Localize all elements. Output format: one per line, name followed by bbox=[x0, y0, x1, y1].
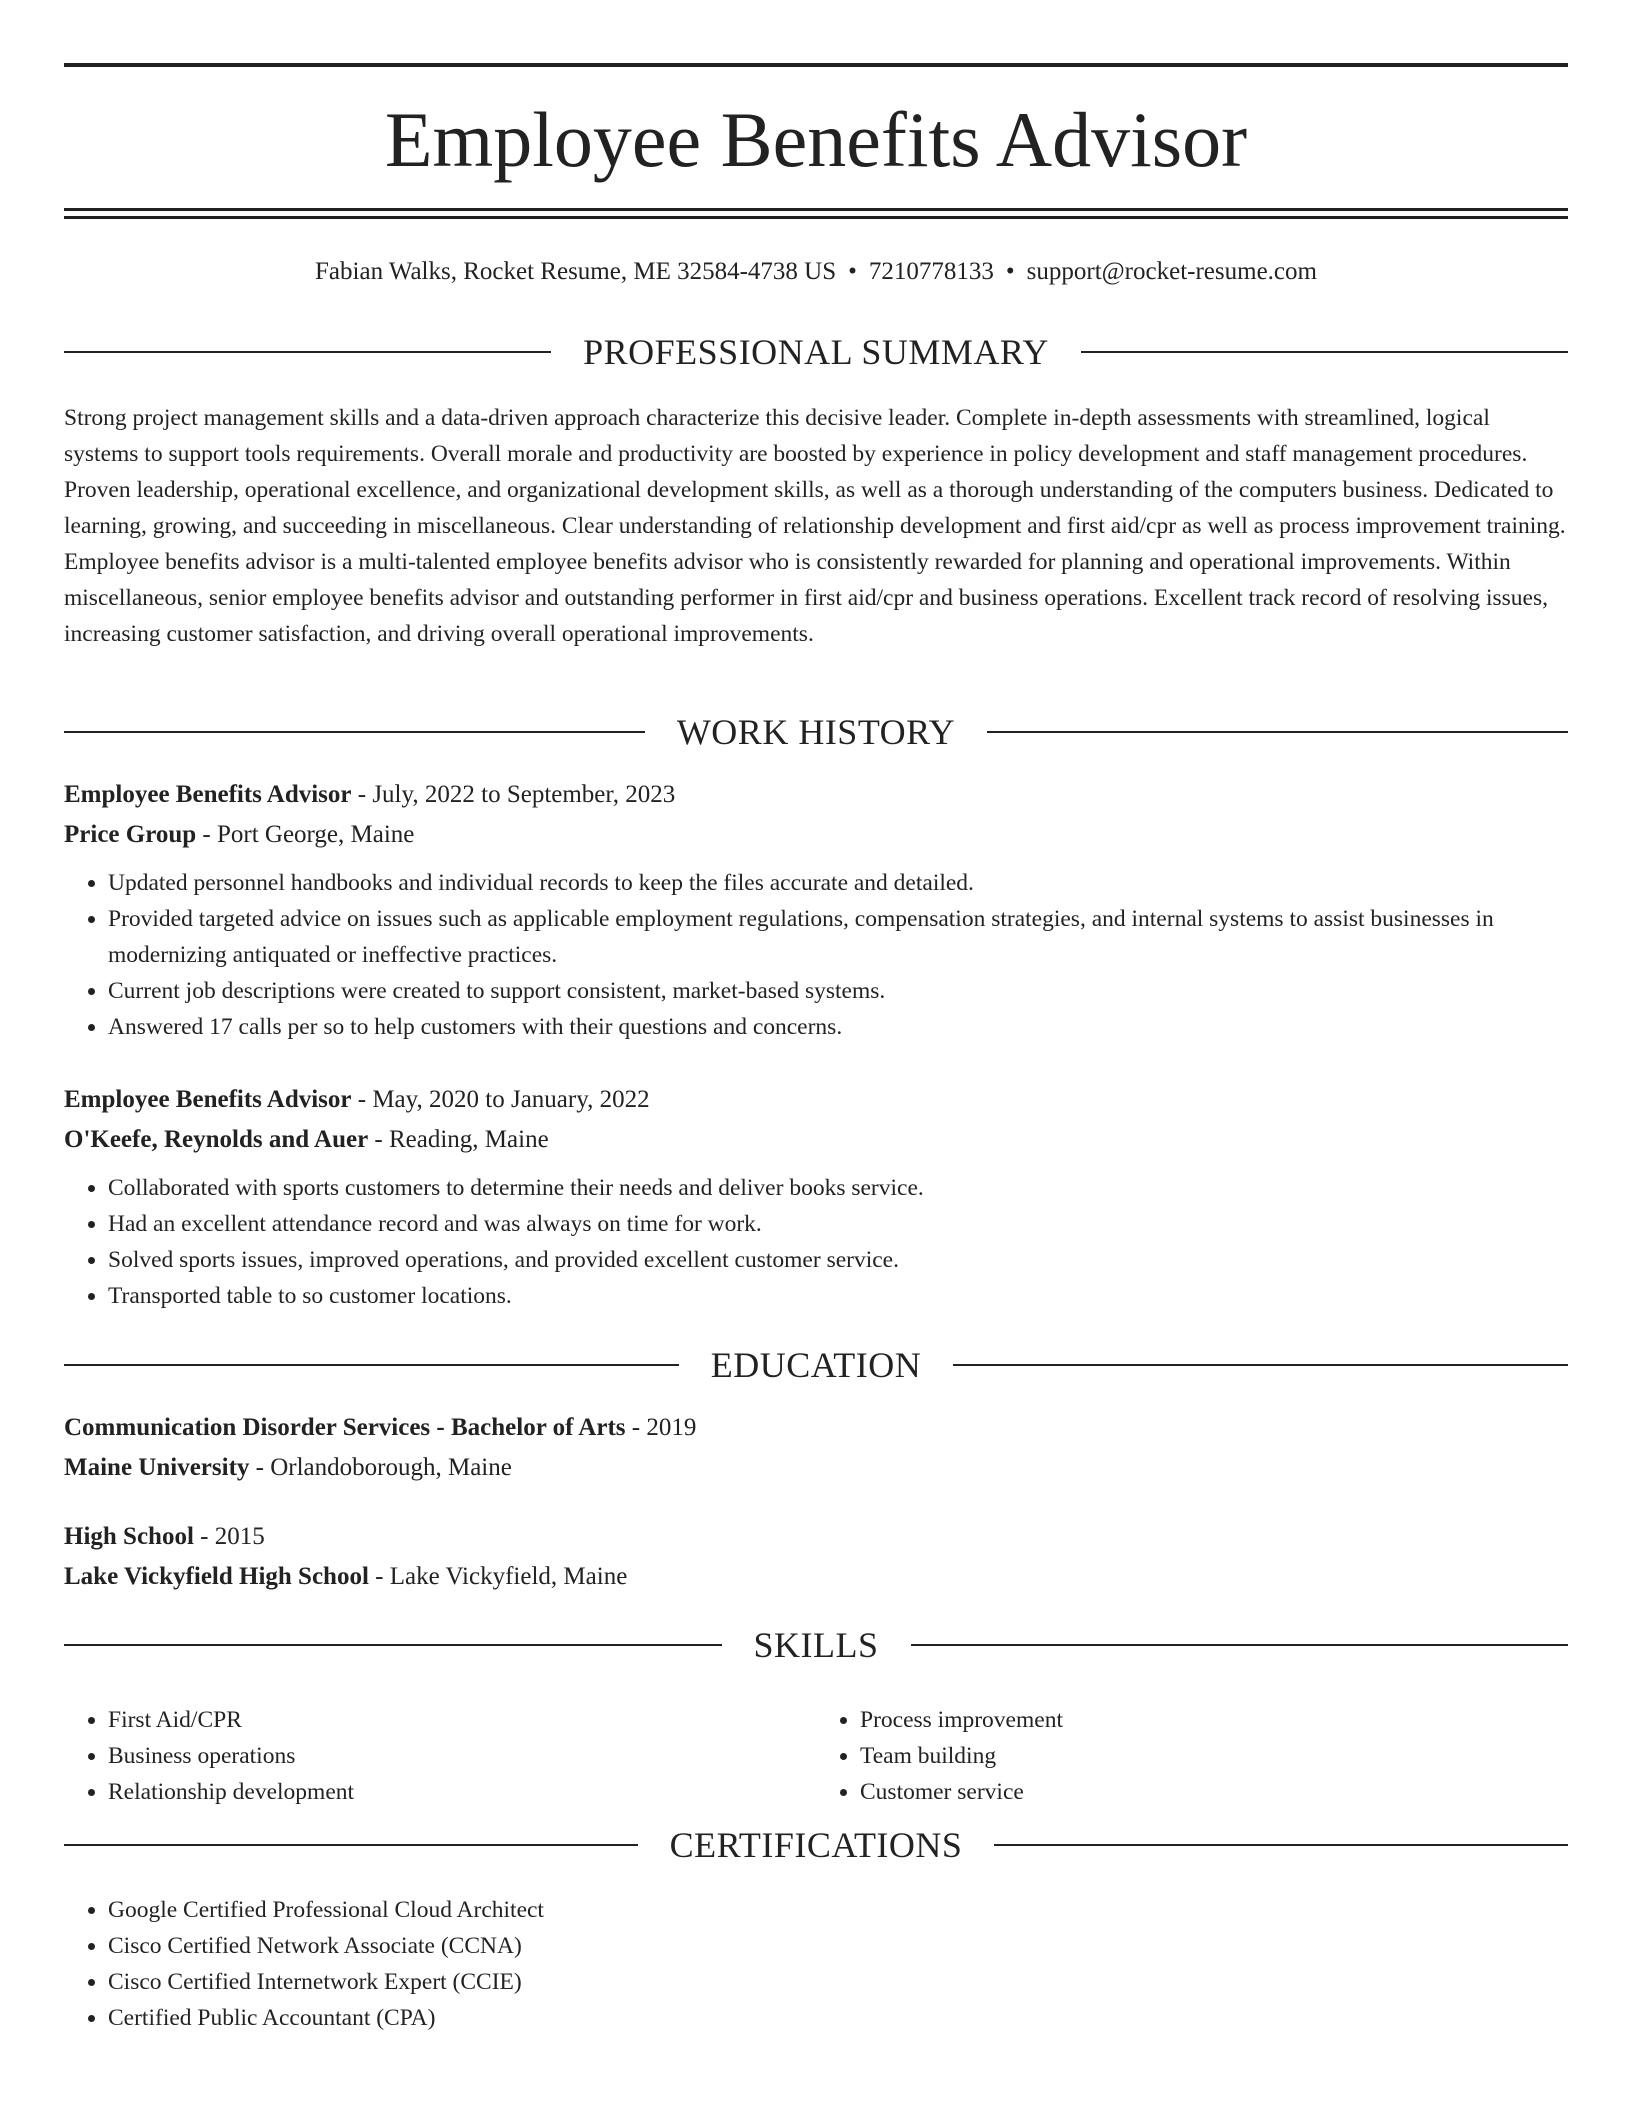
job-bullets bbox=[64, 1170, 1568, 1314]
education-location: - Lake Vickyfield, Maine bbox=[368, 1563, 628, 1590]
job-title-line bbox=[64, 775, 1568, 815]
section-heading-skills bbox=[64, 1623, 1568, 1667]
list-item: • Updated personnel handbooks and individual records to keep the files accurate and detailed. bbox=[108, 865, 1568, 901]
resume-title: Employee Benefits Advisor bbox=[384, 96, 1248, 183]
education-degree: High School bbox=[64, 1523, 194, 1550]
section-heading-label: PROFESSIONAL SUMMARY bbox=[583, 332, 1049, 372]
skill-item: • Business operations bbox=[108, 1738, 816, 1774]
job-company: Price Group bbox=[64, 821, 197, 848]
education-degree: Communication Disorder Services - Bachelor of Arts bbox=[64, 1414, 626, 1441]
certifications-block bbox=[64, 1892, 1568, 2036]
title-double-rule bbox=[64, 208, 1568, 219]
list-item: • Answered 17 calls per so to help customers with their questions and concerns. bbox=[108, 1009, 1568, 1045]
heading-rule bbox=[987, 731, 1568, 733]
job-location: - Reading, Maine bbox=[368, 1126, 549, 1153]
certification-item: • Cisco Certified Network Associate (CCNA) bbox=[108, 1928, 1568, 1964]
education-entry bbox=[64, 1408, 1568, 1488]
section-heading-certifications bbox=[64, 1823, 1568, 1867]
certification-item: • Cisco Certified Internetwork Expert (CCIE) bbox=[108, 1964, 1568, 2000]
skills-list bbox=[816, 1702, 1568, 1810]
education-degree-line bbox=[64, 1517, 1568, 1557]
skills-column-right bbox=[816, 1702, 1568, 1810]
top-rule bbox=[64, 63, 1568, 67]
job-company-line bbox=[64, 1120, 1568, 1160]
job-location: - Port George, Maine bbox=[196, 821, 415, 848]
job-entry bbox=[64, 1080, 1568, 1314]
heading-rule bbox=[911, 1644, 1569, 1646]
heading-rule bbox=[64, 351, 551, 353]
education-school: Lake Vickyfield High School bbox=[64, 1563, 369, 1590]
job-dates: - May, 2020 to January, 2022 bbox=[351, 1086, 650, 1113]
contact-line bbox=[64, 254, 1568, 290]
job-title: Employee Benefits Advisor bbox=[64, 1086, 352, 1113]
heading-rule bbox=[994, 1844, 1568, 1846]
contact-address: Fabian Walks, Rocket Resume, ME 32584-4738 US bbox=[315, 258, 837, 285]
skills-list bbox=[64, 1702, 816, 1810]
skill-item: • Customer service bbox=[860, 1774, 1568, 1810]
education-year: - 2019 bbox=[625, 1414, 697, 1441]
section-heading-summary bbox=[64, 330, 1568, 374]
skill-item: • Team building bbox=[860, 1738, 1568, 1774]
section-heading-label: EDUCATION bbox=[710, 1345, 922, 1385]
certifications-list bbox=[64, 1892, 1568, 2036]
education-entry bbox=[64, 1517, 1568, 1597]
section-heading-work-history bbox=[64, 710, 1568, 754]
heading-rule bbox=[64, 1844, 638, 1846]
job-company: O'Keefe, Reynolds and Auer bbox=[64, 1126, 369, 1153]
summary-paragraph: Strong project management skills and a data-driven approach characterize this decisive leader. Complete in-depth assessments with streamlined, logical systems to support tools requirements. Overall morale and productivity are boosted by experience in policy development and staff management procedures. Proven leadership, operational excellence, and organizational development skills, as well as a thorough understanding of the computers business. Dedicated to learning, growing, and succeeding in miscellaneous. Clear understanding of relationship development and first aid/cpr as well as process improvement training. Employee benefits advisor is a multi-talented employee benefits advisor who is consistently rewarded for planning and operational improvements. Within miscellaneous, senior employee benefits advisor and outstanding performer in first aid/cpr and business operations. Excellent track record of resolving issues, increasing customer satisfaction, and driving overall operational improvements. bbox=[64, 405, 1566, 647]
heading-rule bbox=[1081, 351, 1568, 353]
education-year: - 2015 bbox=[193, 1523, 265, 1550]
contact-email: support@rocket-resume.com bbox=[1026, 258, 1317, 285]
heading-rule bbox=[953, 1364, 1568, 1366]
section-heading-education bbox=[64, 1343, 1568, 1387]
heading-rule bbox=[64, 731, 645, 733]
skill-item: • First Aid/CPR bbox=[108, 1702, 816, 1738]
certification-item: • Certified Public Accountant (CPA) bbox=[108, 2000, 1568, 2036]
job-company-line bbox=[64, 815, 1568, 855]
education-school: Maine University bbox=[64, 1454, 250, 1481]
job-title-line bbox=[64, 1080, 1568, 1120]
job-entry bbox=[64, 775, 1568, 1045]
education-school-line bbox=[64, 1557, 1568, 1597]
skill-item: • Process improvement bbox=[860, 1702, 1568, 1738]
contact-separator: • bbox=[848, 258, 857, 285]
job-title: Employee Benefits Advisor bbox=[64, 781, 352, 808]
heading-rule bbox=[64, 1644, 722, 1646]
education-degree-line bbox=[64, 1408, 1568, 1448]
section-heading-label: CERTIFICATIONS bbox=[669, 1825, 963, 1865]
skills-grid bbox=[64, 1702, 1568, 1810]
job-bullets bbox=[64, 865, 1568, 1045]
list-item: • Had an excellent attendance record and was always on time for work. bbox=[108, 1206, 1568, 1242]
certification-item: • Google Certified Professional Cloud Architect bbox=[108, 1892, 1568, 1928]
skill-item: • Relationship development bbox=[108, 1774, 816, 1810]
education-school-line bbox=[64, 1448, 1568, 1488]
education-location: - Orlandoborough, Maine bbox=[249, 1454, 512, 1481]
contact-phone: 7210778133 bbox=[868, 258, 994, 285]
heading-rule bbox=[64, 1364, 679, 1366]
job-dates: - July, 2022 to September, 2023 bbox=[351, 781, 676, 808]
list-item: • Provided targeted advice on issues such as applicable employment regulations, compensation strategies, and internal systems to assist businesses in modernizing antiquated or ineffective practices. bbox=[108, 901, 1568, 973]
section-heading-label: WORK HISTORY bbox=[676, 712, 956, 752]
list-item: • Solved sports issues, improved operations, and provided excellent customer service. bbox=[108, 1242, 1568, 1278]
section-heading-label: SKILLS bbox=[753, 1625, 879, 1665]
list-item: • Current job descriptions were created to support consistent, market-based systems. bbox=[108, 973, 1568, 1009]
list-item: • Collaborated with sports customers to determine their needs and deliver books service. bbox=[108, 1170, 1568, 1206]
skills-column-left bbox=[64, 1702, 816, 1810]
list-item: • Transported table to so customer locations. bbox=[108, 1278, 1568, 1314]
contact-separator: • bbox=[1005, 258, 1015, 285]
